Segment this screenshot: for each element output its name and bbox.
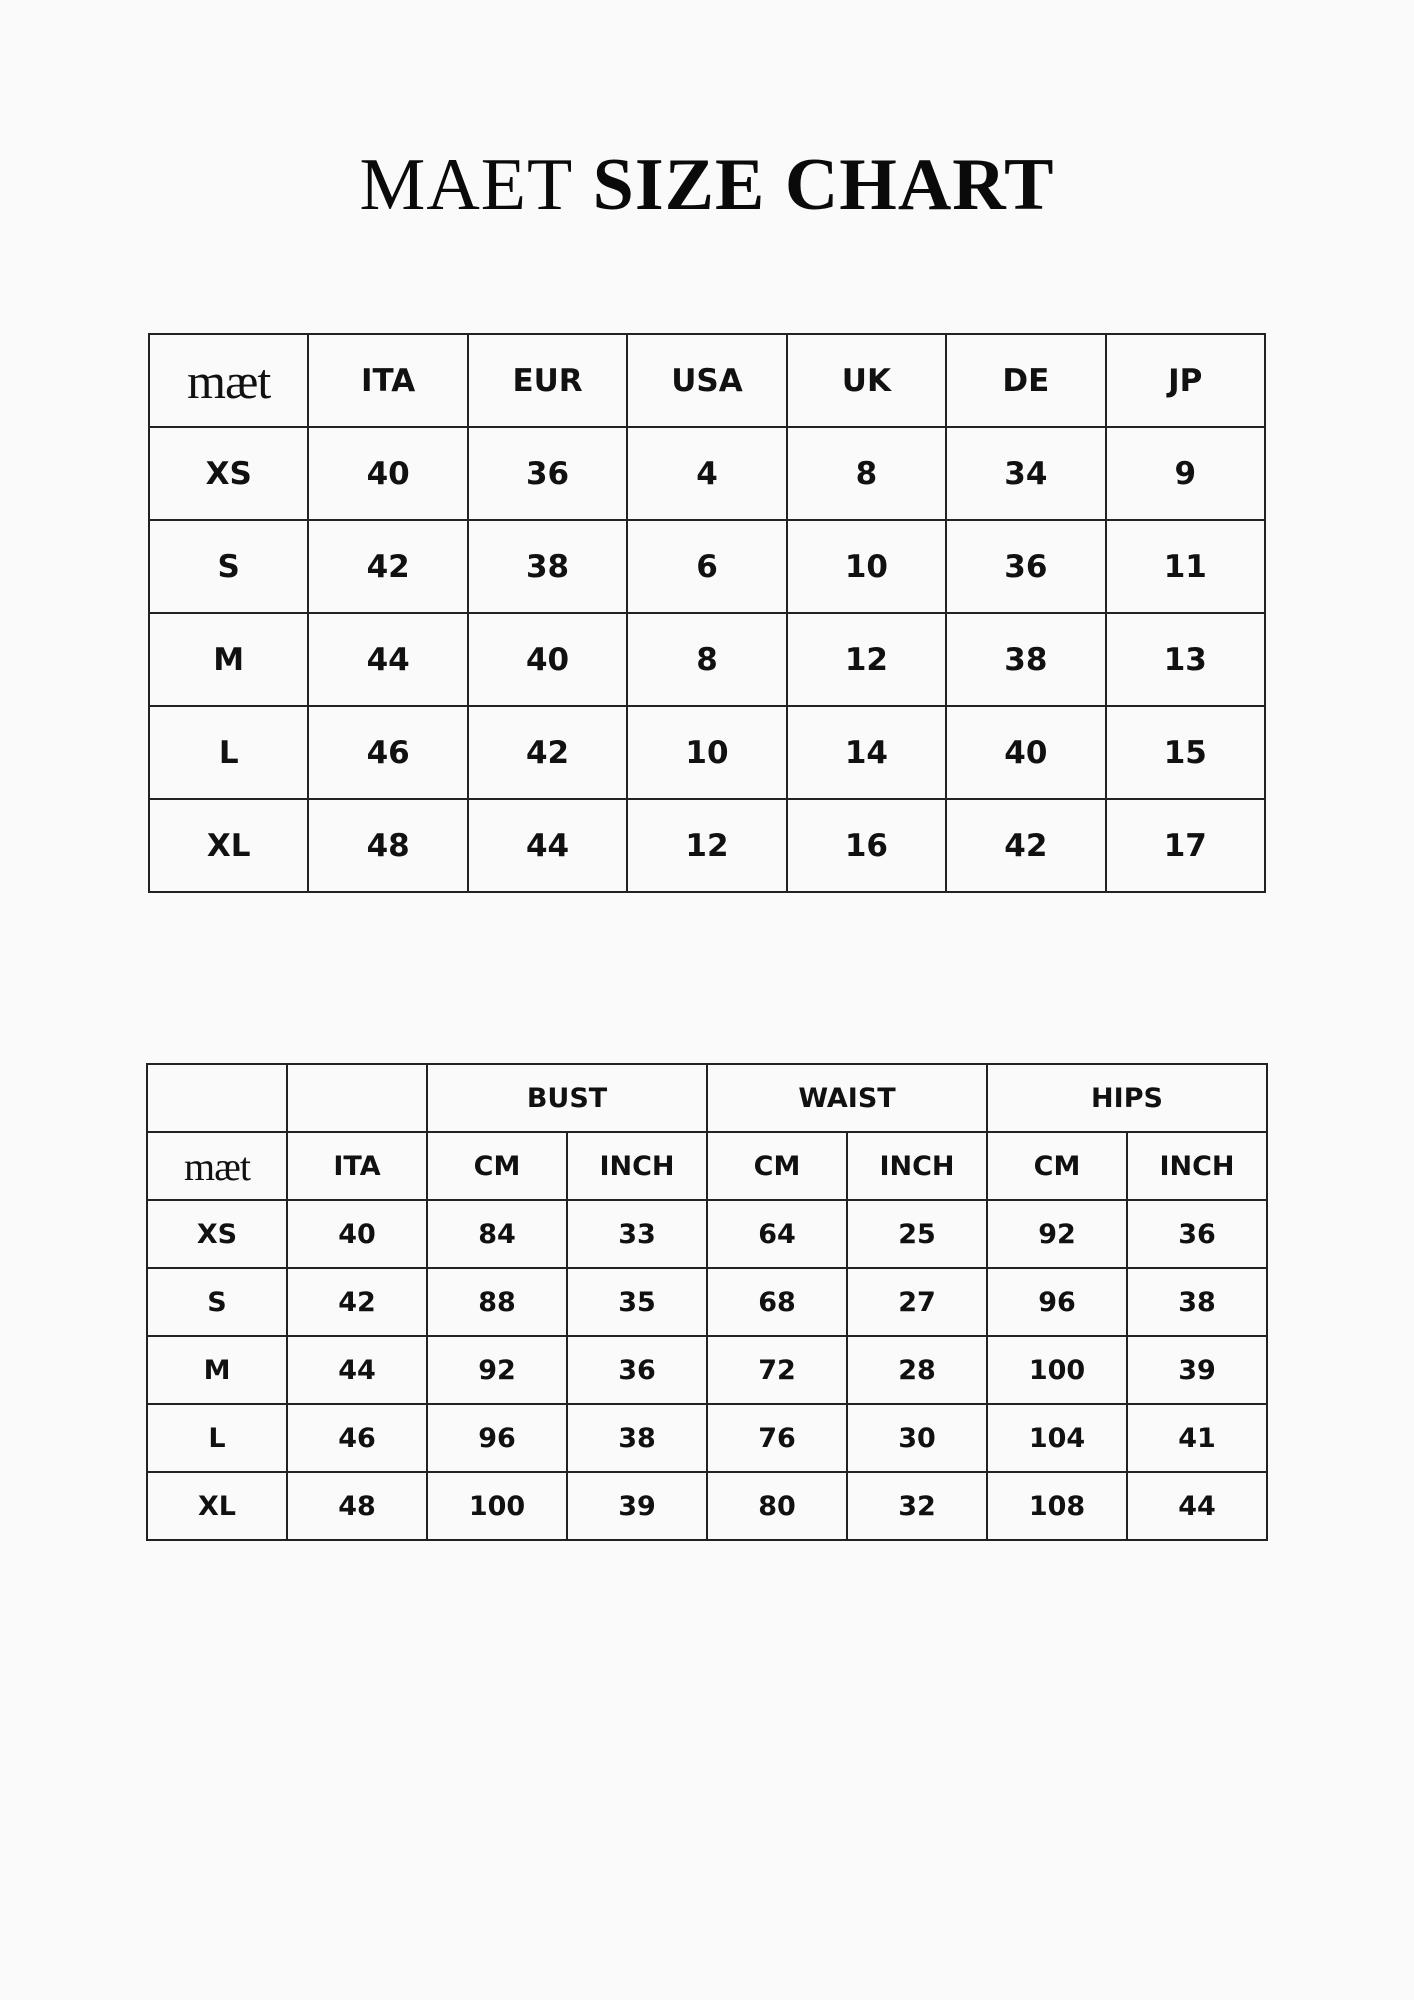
table-cell: 96 [987, 1268, 1127, 1336]
size-label: L [149, 706, 308, 799]
table-cell: 40 [468, 613, 627, 706]
group-header-hips: HIPS [987, 1064, 1267, 1132]
brand-logo [147, 1132, 287, 1200]
table-cell: 38 [946, 613, 1105, 706]
table-cell: 10 [787, 520, 946, 613]
column-header: UK [787, 334, 946, 427]
table-cell: 6 [627, 520, 786, 613]
table-cell: 17 [1106, 799, 1265, 892]
table-cell: 100 [427, 1472, 567, 1540]
column-header: INCH [567, 1132, 707, 1200]
size-label: XS [149, 427, 308, 520]
table-cell: 44 [468, 799, 627, 892]
column-header: CM [707, 1132, 847, 1200]
table-cell: 76 [707, 1404, 847, 1472]
table-cell: 39 [1127, 1336, 1267, 1404]
column-header: JP [1106, 334, 1265, 427]
table-header-row [149, 334, 1265, 427]
table-cell: 36 [468, 427, 627, 520]
table-cell: 38 [567, 1404, 707, 1472]
table-cell: 10 [627, 706, 786, 799]
title-brand: MAET [359, 144, 574, 226]
group-header-row [147, 1064, 1267, 1132]
size-label: S [147, 1268, 287, 1336]
table-cell: 42 [946, 799, 1105, 892]
table-cell: 27 [847, 1268, 987, 1336]
table-cell: 80 [707, 1472, 847, 1540]
table-cell: 34 [946, 427, 1105, 520]
table-cell: 11 [1106, 520, 1265, 613]
table-cell: 44 [308, 613, 467, 706]
column-header: ITA [308, 334, 467, 427]
table-cell: 39 [567, 1472, 707, 1540]
table-cell: 100 [987, 1336, 1127, 1404]
size-label: M [147, 1336, 287, 1404]
table-cell: 64 [707, 1200, 847, 1268]
table-cell: 4 [627, 427, 786, 520]
logo-text: mæt [187, 352, 271, 409]
table-cell: 12 [627, 799, 786, 892]
table-cell: 38 [1127, 1268, 1267, 1336]
size-conversion-table [148, 333, 1266, 893]
table-cell: 68 [707, 1268, 847, 1336]
table-cell: 42 [468, 706, 627, 799]
table-cell: 44 [1127, 1472, 1267, 1540]
table-cell: 36 [567, 1336, 707, 1404]
empty-cell [147, 1064, 287, 1132]
size-label: S [149, 520, 308, 613]
table-cell: 92 [987, 1200, 1127, 1268]
group-header-bust: BUST [427, 1064, 707, 1132]
table-cell: 48 [308, 799, 467, 892]
table-cell: 8 [627, 613, 786, 706]
table-cell: 40 [946, 706, 1105, 799]
group-header-waist: WAIST [707, 1064, 987, 1132]
column-header: CM [987, 1132, 1127, 1200]
table-cell: 13 [1106, 613, 1265, 706]
table-cell: 84 [427, 1200, 567, 1268]
table-cell: 92 [427, 1336, 567, 1404]
table-cell: 33 [567, 1200, 707, 1268]
table-cell: 36 [946, 520, 1105, 613]
column-header: ITA [287, 1132, 427, 1200]
table-row [147, 1472, 1267, 1540]
table-cell: 42 [287, 1268, 427, 1336]
table-cell: 46 [287, 1404, 427, 1472]
table-row [147, 1200, 1267, 1268]
table-cell: 28 [847, 1336, 987, 1404]
table-cell: 40 [287, 1200, 427, 1268]
table-cell: 41 [1127, 1404, 1267, 1472]
table-row [149, 520, 1265, 613]
table-cell: 25 [847, 1200, 987, 1268]
table-cell: 30 [847, 1404, 987, 1472]
size-label: XL [149, 799, 308, 892]
table-cell: 8 [787, 427, 946, 520]
table-cell: 108 [987, 1472, 1127, 1540]
table-cell: 46 [308, 706, 467, 799]
size-label: M [149, 613, 308, 706]
table-cell: 15 [1106, 706, 1265, 799]
table-cell: 16 [787, 799, 946, 892]
logo-text: mæt [184, 1143, 250, 1189]
table-cell: 40 [308, 427, 467, 520]
table-cell: 32 [847, 1472, 987, 1540]
table-row [149, 427, 1265, 520]
column-header: DE [946, 334, 1105, 427]
table-cell: 36 [1127, 1200, 1267, 1268]
brand-logo [149, 334, 308, 427]
empty-cell [287, 1064, 427, 1132]
table-cell: 38 [468, 520, 627, 613]
table-cell: 14 [787, 706, 946, 799]
page-title [0, 140, 1414, 230]
table-row [147, 1268, 1267, 1336]
table-row [147, 1404, 1267, 1472]
table-cell: 12 [787, 613, 946, 706]
table-cell: 9 [1106, 427, 1265, 520]
table-cell: 88 [427, 1268, 567, 1336]
table-cell: 104 [987, 1404, 1127, 1472]
size-label: XS [147, 1200, 287, 1268]
title-heading: SIZE CHART [592, 144, 1055, 226]
table-row [147, 1336, 1267, 1404]
size-label: XL [147, 1472, 287, 1540]
size-label: L [147, 1404, 287, 1472]
table-cell: 42 [308, 520, 467, 613]
table-cell: 44 [287, 1336, 427, 1404]
table-row [149, 706, 1265, 799]
column-header: USA [627, 334, 786, 427]
table-row [149, 613, 1265, 706]
subheader-row [147, 1132, 1267, 1200]
table-cell: 35 [567, 1268, 707, 1336]
table-cell: 48 [287, 1472, 427, 1540]
table-cell: 96 [427, 1404, 567, 1472]
body-measurement-table [146, 1063, 1268, 1541]
column-header: INCH [847, 1132, 987, 1200]
table-row [149, 799, 1265, 892]
table-cell: 72 [707, 1336, 847, 1404]
column-header: CM [427, 1132, 567, 1200]
column-header: EUR [468, 334, 627, 427]
column-header: INCH [1127, 1132, 1267, 1200]
